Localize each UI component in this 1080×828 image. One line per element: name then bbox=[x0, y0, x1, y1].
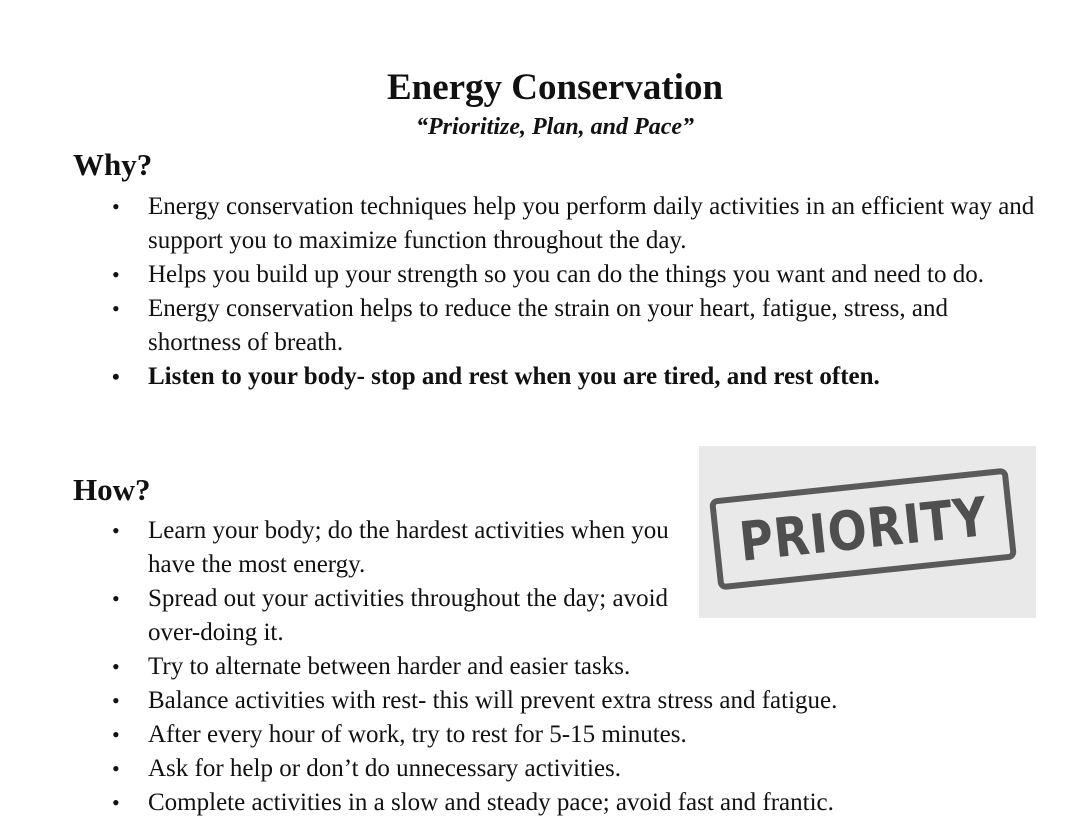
list-item-text: Listen to your body- stop and rest when you are tired, and rest often. bbox=[148, 363, 880, 390]
list-item bbox=[0, 684, 1040, 718]
bullet-icon: • bbox=[112, 756, 120, 781]
list-item bbox=[0, 360, 1040, 394]
page-subtitle: “Prioritize, Plan, and Pace” bbox=[416, 114, 694, 140]
why-list bbox=[0, 190, 1040, 394]
list-item bbox=[0, 258, 1040, 292]
why-heading: Why? bbox=[73, 147, 153, 182]
list-item bbox=[0, 190, 1040, 258]
list-item-text: After every hour of work, try to rest for 5-15 minutes. bbox=[148, 721, 687, 748]
page-title: Energy Conservation bbox=[386, 67, 724, 108]
list-item bbox=[0, 786, 1040, 820]
priority-stamp-image bbox=[699, 446, 1036, 618]
list-item-text: Try to alternate between harder and easier tasks. bbox=[148, 653, 631, 680]
bullet-icon: • bbox=[112, 688, 120, 713]
stamp-icon bbox=[709, 468, 1017, 591]
bullet-icon: • bbox=[112, 364, 120, 389]
list-item bbox=[0, 650, 1040, 684]
list-item-text: Complete activities in a slow and steady pace; avoid fast and frantic. bbox=[148, 789, 834, 816]
bullet-icon: • bbox=[112, 296, 120, 321]
bullet-icon: • bbox=[112, 262, 120, 287]
bullet-icon: • bbox=[112, 722, 120, 747]
list-item bbox=[0, 718, 1040, 752]
list-item bbox=[0, 292, 1040, 360]
list-item bbox=[0, 752, 1040, 786]
list-item-text: Spread out your activities throughout the day; avoid over-doing it. bbox=[148, 585, 669, 646]
list-item-text: Ask for help or don’t do unnecessary activities. bbox=[148, 755, 622, 782]
bullet-icon: • bbox=[112, 518, 120, 543]
how-heading: How? bbox=[73, 472, 151, 507]
list-item-text: Energy conservation helps to reduce the strain on your heart, fatigue, stress, and shortness of breath. bbox=[148, 295, 948, 356]
bullet-icon: • bbox=[112, 654, 120, 679]
list-item bbox=[0, 514, 708, 582]
list-item-text: Balance activities with rest- this will prevent extra stress and fatigue. bbox=[148, 687, 838, 714]
list-item bbox=[0, 582, 708, 650]
list-item-text: Learn your body; do the hardest activities when you have the most energy. bbox=[148, 517, 669, 578]
list-item-text: Energy conservation techniques help you perform daily activities in an efficient way and support you to maximize function throughout the day. bbox=[148, 193, 1035, 254]
list-item-text: Helps you build up your strength so you can do the things you want and need to do. bbox=[148, 261, 984, 288]
bullet-icon: • bbox=[112, 586, 120, 611]
bullet-icon: • bbox=[112, 194, 120, 219]
bullet-icon: • bbox=[112, 790, 120, 815]
stamp-label: PRIORITY bbox=[735, 484, 991, 574]
